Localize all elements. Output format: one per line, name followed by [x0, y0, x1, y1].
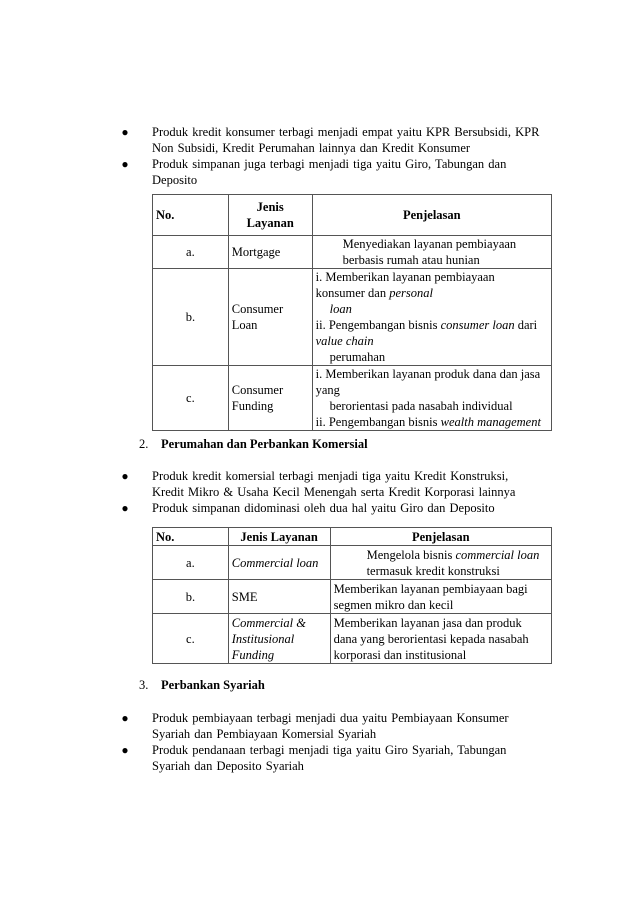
- penjelasan-term: consumer loan: [440, 318, 515, 332]
- header-penjelasan: Penjelasan: [312, 195, 551, 236]
- row-penjelasan: [312, 269, 551, 366]
- penjelasan-line: [316, 317, 548, 333]
- row-jenis: [228, 269, 312, 366]
- jenis-line: Consumer: [231, 302, 284, 316]
- penjelasan-text: ii. Pengembangan bisnis: [315, 318, 441, 332]
- penjelasan-line: [316, 414, 548, 430]
- list-item: [118, 156, 568, 188]
- jenis-line: Funding: [231, 399, 274, 413]
- row-penjelasan: [330, 580, 551, 614]
- section3-bullet-list: [118, 710, 568, 774]
- section-heading: [139, 436, 368, 452]
- row-no: c.: [153, 614, 229, 664]
- jenis-line: Loan: [231, 318, 258, 332]
- penjelasan-line: berorientasi pada nasabah individual: [329, 399, 513, 413]
- header-jenis: Jenis Layanan: [228, 528, 330, 546]
- row-no: a.: [153, 546, 229, 580]
- penjelasan-line: [316, 285, 548, 301]
- row-jenis: SME: [228, 580, 330, 614]
- penjelasan-term: value chain: [315, 334, 374, 348]
- row-jenis: Commercial loan: [228, 546, 330, 580]
- bullet-line: Produk pembiayaan terbagi menjadi dua yaitu Pembiayaan Konsumer: [152, 711, 509, 725]
- section-title: Perbankan Syariah: [161, 678, 265, 692]
- section-number: 2.: [139, 437, 149, 451]
- bullet-icon: ●: [121, 157, 129, 171]
- section-number: 3.: [139, 678, 149, 692]
- bullet-line: Produk kredit konsumer terbagi menjadi empat yaitu KPR Bersubsidi, KPR: [152, 125, 540, 139]
- table-row: [153, 546, 552, 580]
- penjelasan-text: Mengelola bisnis: [366, 547, 456, 562]
- penjelasan-term: wealth management: [440, 415, 541, 429]
- penjelasan-line: termasuk kredit konstruksi: [366, 563, 500, 578]
- row-penjelasan: [312, 366, 551, 431]
- bullet-line: Produk pendanaan terbagi menjadi tiga yaitu Giro Syariah, Tabungan: [152, 743, 507, 757]
- row-penjelasan: [330, 614, 551, 664]
- row-jenis: Mortgage: [228, 236, 312, 269]
- penjelasan-line: [367, 547, 548, 563]
- penjelasan-line: berbasis rumah atau hunian: [342, 253, 480, 267]
- bullet-line: Produk simpanan juga terbagi menjadi tiga yaitu Giro, Tabungan dan: [152, 157, 507, 171]
- row-penjelasan: [312, 236, 551, 269]
- bullet-line: Produk kredit komersial terbagi menjadi tiga yaitu Kredit Konstruksi,: [152, 469, 509, 483]
- table-header-row: [153, 195, 552, 236]
- bullet-line: Produk simpanan didominasi oleh dua hal yaitu Giro dan Deposito: [152, 501, 495, 515]
- bullet-icon: ●: [121, 501, 129, 515]
- row-penjelasan: [330, 546, 551, 580]
- header-no: No.: [153, 528, 229, 546]
- jenis-line: Institusional: [231, 631, 295, 646]
- penjelasan-line: Memberikan layanan jasa dan produk: [333, 615, 522, 630]
- penjelasan-term: loan: [329, 302, 352, 316]
- bullet-line: Syariah dan Deposito Syariah: [152, 759, 304, 773]
- section-heading: [139, 677, 265, 693]
- penjelasan-term: personal: [389, 286, 433, 300]
- list-item: [118, 710, 568, 742]
- table-row: [153, 366, 552, 431]
- penjelasan-text: konsumer dan: [315, 286, 390, 300]
- bullet-icon: ●: [121, 743, 129, 757]
- list-item: [118, 500, 568, 516]
- penjelasan-line: korporasi dan institusional: [333, 647, 467, 662]
- table-header-row: [153, 528, 552, 546]
- bullet-icon: ●: [121, 125, 129, 139]
- bullet-line: Syariah dan Pembiayaan Komersial Syariah: [152, 727, 377, 741]
- bullet-icon: ●: [121, 711, 129, 725]
- list-item: [118, 742, 568, 774]
- penjelasan-line: Memberikan layanan pembiayaan bagi: [333, 581, 528, 596]
- consumer-services-table: [152, 194, 552, 431]
- penjelasan-text: ii. Pengembangan bisnis: [315, 415, 441, 429]
- penjelasan-text: dari: [514, 318, 538, 332]
- table-row: [153, 580, 552, 614]
- penjelasan-term: commercial loan: [455, 547, 540, 562]
- section1-bullet-list: [118, 124, 568, 188]
- table-row: [153, 269, 552, 366]
- table-row: [153, 236, 552, 269]
- row-jenis: [228, 366, 312, 431]
- penjelasan-line: yang: [315, 383, 340, 397]
- list-item: [118, 468, 568, 500]
- penjelasan-line: i. Memberikan layanan produk dana dan jasa: [315, 367, 541, 381]
- penjelasan-line: dana yang berorientasi kepada nasabah: [333, 631, 529, 646]
- list-item: [118, 124, 568, 156]
- row-jenis: [228, 614, 330, 664]
- penjelasan-line: segmen mikro dan kecil: [333, 597, 454, 612]
- row-no: b.: [153, 269, 229, 366]
- penjelasan-line: Menyediakan layanan pembiayaan: [342, 237, 517, 251]
- bullet-line: Non Subsidi, Kredit Perumahan lainnya dan Kredit Konsumer: [152, 141, 471, 155]
- jenis-line: Commercial &: [231, 615, 306, 630]
- header-penjelasan: Penjelasan: [330, 528, 551, 546]
- penjelasan-line: perumahan: [329, 350, 386, 364]
- commercial-services-table: [152, 527, 552, 664]
- bullet-line: Deposito: [152, 173, 198, 187]
- header-jenis: [228, 195, 312, 236]
- section-title: Perumahan dan Perbankan Komersial: [161, 437, 368, 451]
- bullet-icon: ●: [121, 469, 129, 483]
- row-no: a.: [153, 236, 229, 269]
- penjelasan-line: i. Memberikan layanan pembiayaan: [315, 270, 495, 284]
- header-no: No.: [153, 195, 229, 236]
- jenis-line: Consumer: [231, 383, 284, 397]
- header-jenis-line: Layanan: [246, 216, 294, 230]
- section2-bullet-list: [118, 468, 568, 516]
- jenis-line: Funding: [231, 647, 275, 662]
- header-jenis-line: Jenis: [256, 200, 284, 214]
- bullet-line: Kredit Mikro & Usaha Kecil Menengah serta Kredit Korporasi lainnya: [152, 485, 516, 499]
- table-row: [153, 614, 552, 664]
- row-no: b.: [153, 580, 229, 614]
- row-no: c.: [153, 366, 229, 431]
